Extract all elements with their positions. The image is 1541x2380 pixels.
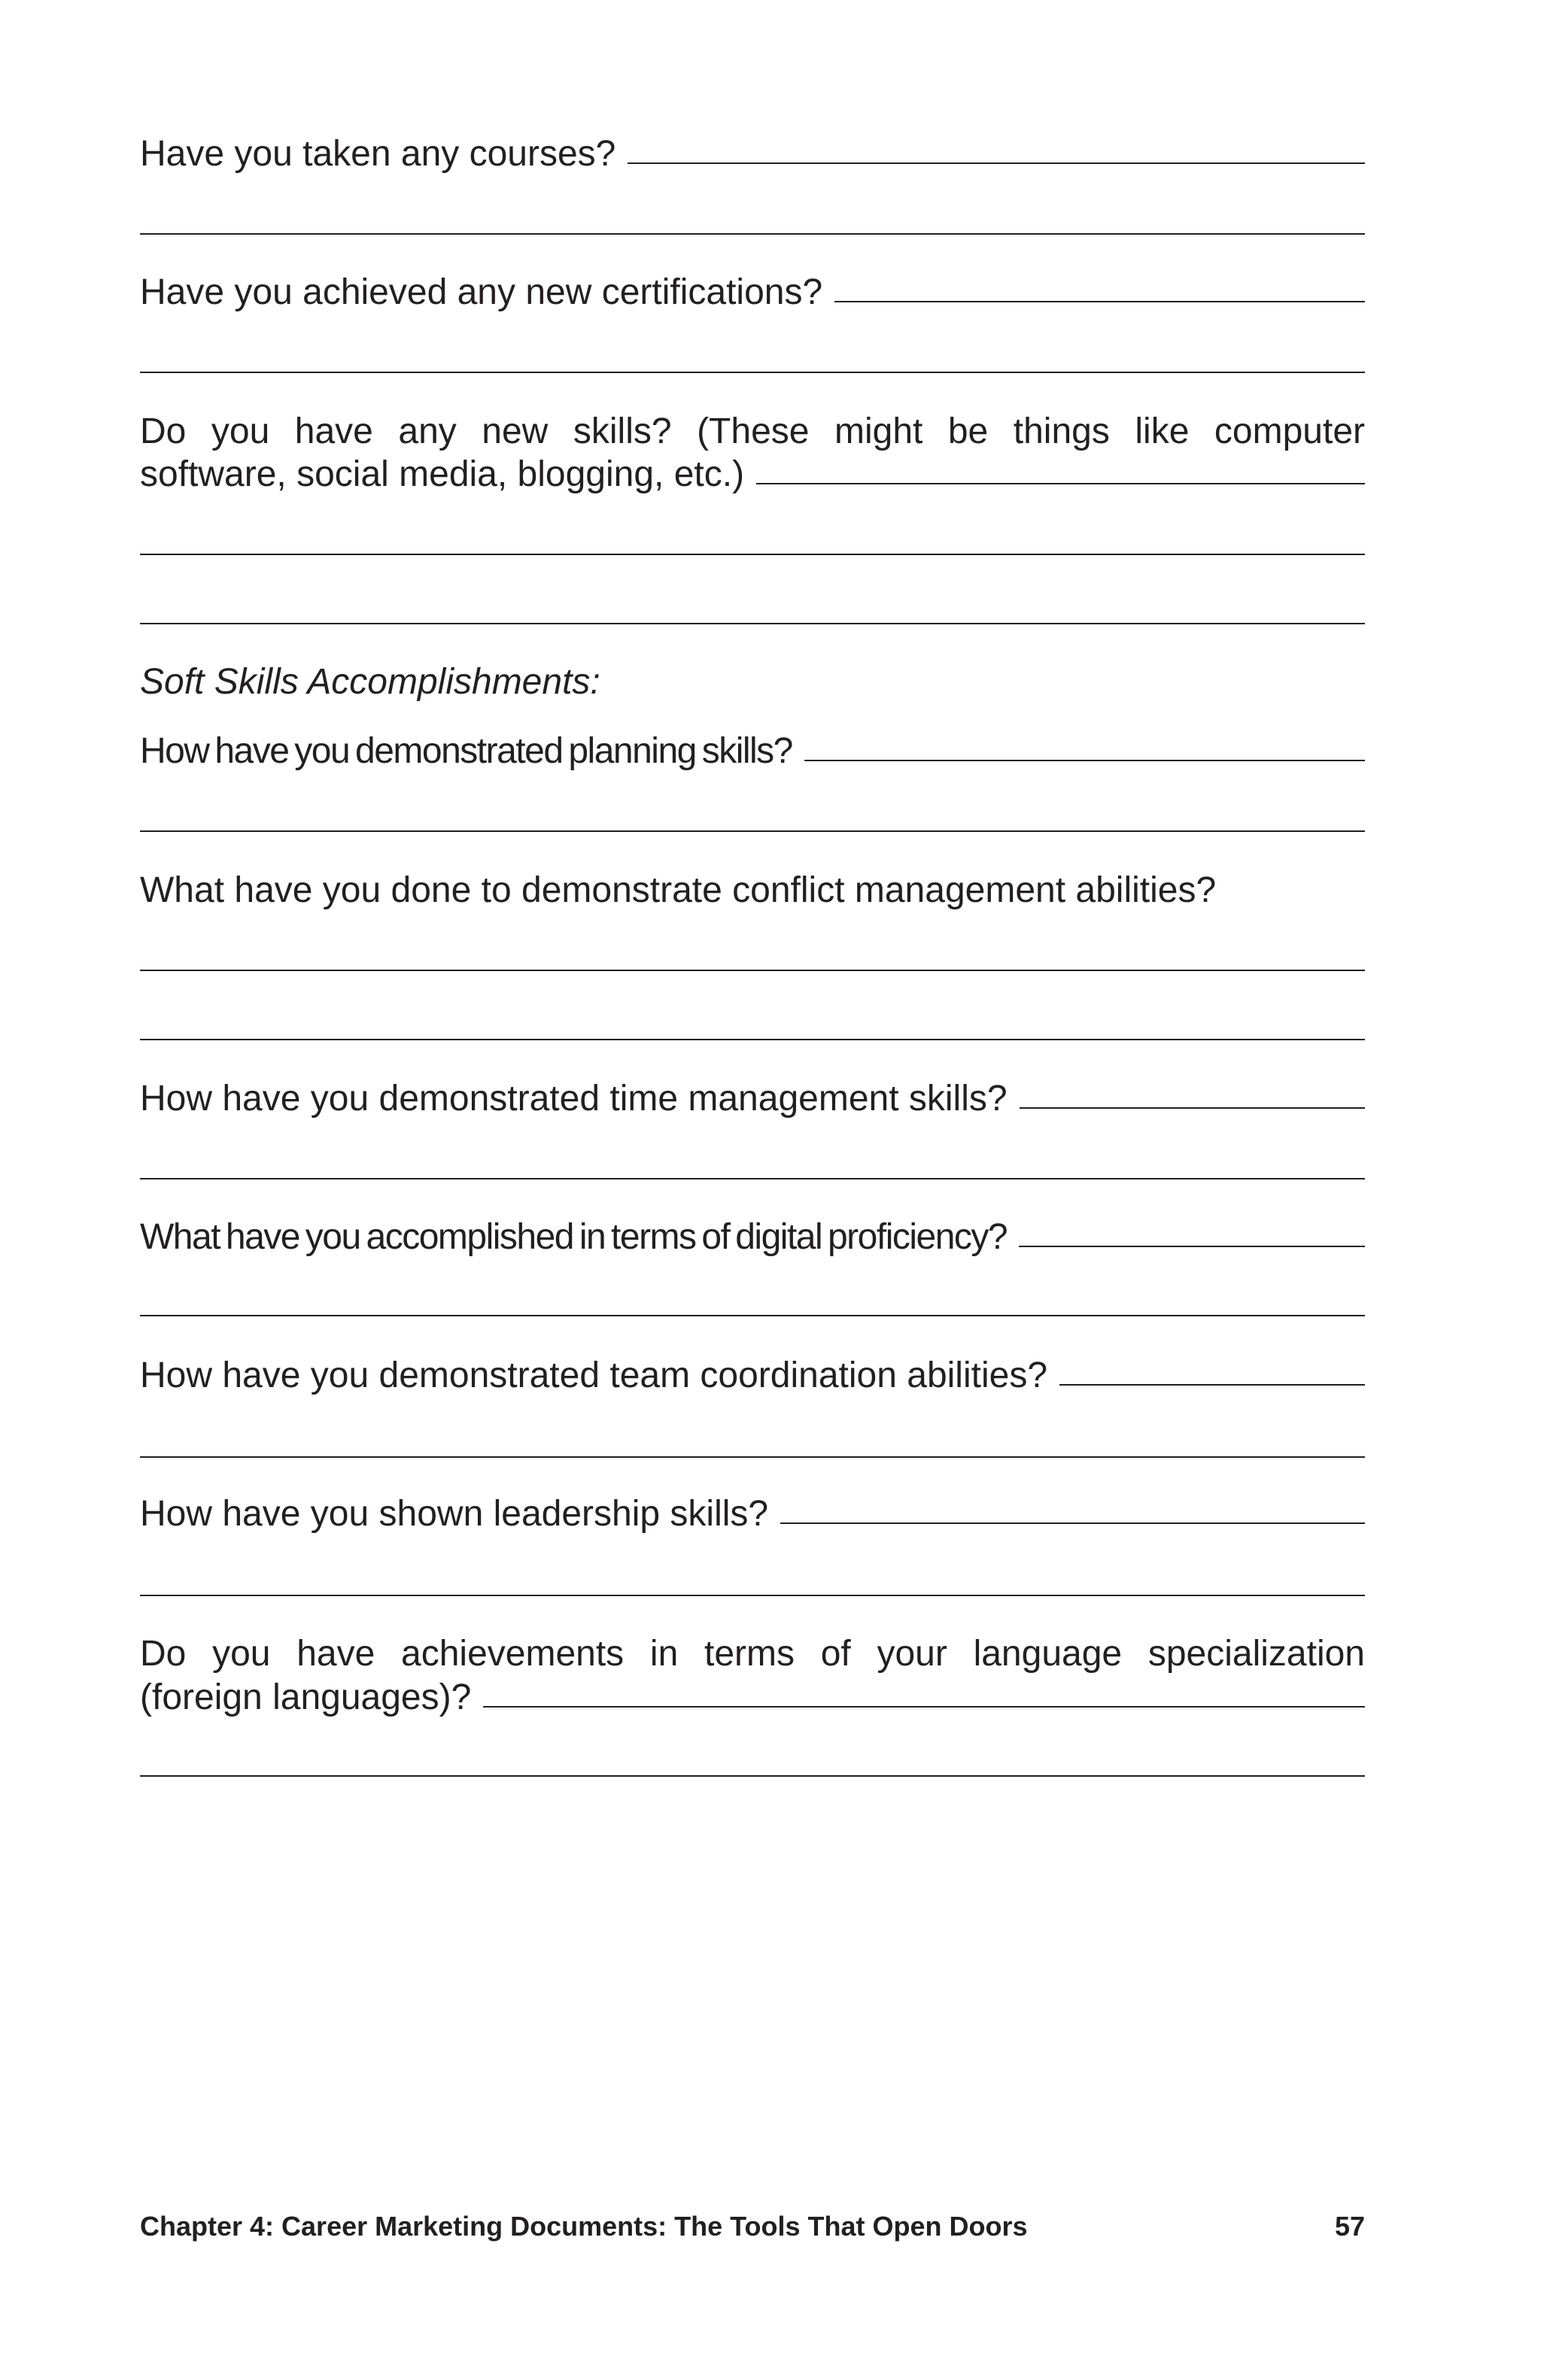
answer-line-leadership-inline[interactable] xyxy=(780,1522,1365,1524)
answer-line-conflict-2[interactable] xyxy=(140,1039,1365,1040)
answer-line-team-inline[interactable] xyxy=(1059,1384,1365,1386)
answer-line-leadership[interactable] xyxy=(140,1595,1365,1596)
answer-line-time-management-inline[interactable] xyxy=(1020,1107,1365,1109)
question-courses xyxy=(140,132,1365,176)
question-skills-text-line1: Do you have any new skills? (These might be things like computer xyxy=(140,411,1365,451)
question-leadership-text: How have you shown leadership skills? xyxy=(140,1494,769,1534)
question-time-management xyxy=(140,1077,1365,1121)
answer-line-planning[interactable] xyxy=(140,830,1365,832)
footer-chapter-title: Chapter 4: Career Marketing Documents: The Tools That Open Doors xyxy=(140,2211,1028,2242)
question-conflict xyxy=(140,869,1365,912)
question-digital xyxy=(140,1216,1365,1259)
answer-line-certifications-inline[interactable] xyxy=(834,301,1365,302)
question-leadership xyxy=(140,1492,1365,1536)
question-digital-text: What have you accomplished in terms of digital proficiency? xyxy=(140,1217,1008,1257)
question-certifications xyxy=(140,271,1365,314)
answer-line-time-management[interactable] xyxy=(140,1178,1365,1179)
answer-line-team[interactable] xyxy=(140,1456,1365,1458)
answer-line-skills-1[interactable] xyxy=(140,554,1365,555)
question-skills-text-line2: software, social media, blogging, etc.) xyxy=(140,454,745,494)
question-certifications-text: Have you achieved any new certifications? xyxy=(140,272,823,312)
answer-line-language-inline[interactable] xyxy=(483,1706,1365,1708)
question-language-text-line1: Do you have achievements in terms of your language specialization xyxy=(140,1634,1365,1674)
section-heading-soft-skills: Soft Skills Accomplishments: xyxy=(140,662,600,702)
answer-line-courses-inline[interactable] xyxy=(628,162,1365,164)
question-planning xyxy=(140,730,1365,773)
question-time-management-text: How have you demonstrated time management skills? xyxy=(140,1079,1008,1119)
question-team xyxy=(140,1354,1365,1398)
question-team-text: How have you demonstrated team coordination abilities? xyxy=(140,1355,1048,1395)
footer-page-number: 57 xyxy=(1334,2211,1365,2242)
answer-line-courses[interactable] xyxy=(140,233,1365,235)
answer-line-certifications[interactable] xyxy=(140,372,1365,373)
question-language-text-line2: (foreign languages)? xyxy=(140,1677,472,1717)
question-planning-text: How have you demonstrated planning skills? xyxy=(140,731,792,771)
question-language xyxy=(140,1632,1365,1676)
answer-line-skills-inline[interactable] xyxy=(756,483,1365,484)
question-skills xyxy=(140,410,1365,454)
answer-line-planning-inline[interactable] xyxy=(804,760,1365,761)
answer-line-digital-inline[interactable] xyxy=(1019,1246,1365,1247)
answer-line-skills-2[interactable] xyxy=(140,623,1365,624)
question-skills-cont xyxy=(140,453,1365,496)
answer-line-language[interactable] xyxy=(140,1775,1365,1777)
answer-line-digital[interactable] xyxy=(140,1315,1365,1316)
question-courses-text: Have you taken any courses? xyxy=(140,134,616,174)
question-language-cont xyxy=(140,1676,1365,1720)
answer-line-conflict-1[interactable] xyxy=(140,970,1365,971)
question-conflict-text: What have you done to demonstrate conflict management abilities? xyxy=(140,870,1217,910)
